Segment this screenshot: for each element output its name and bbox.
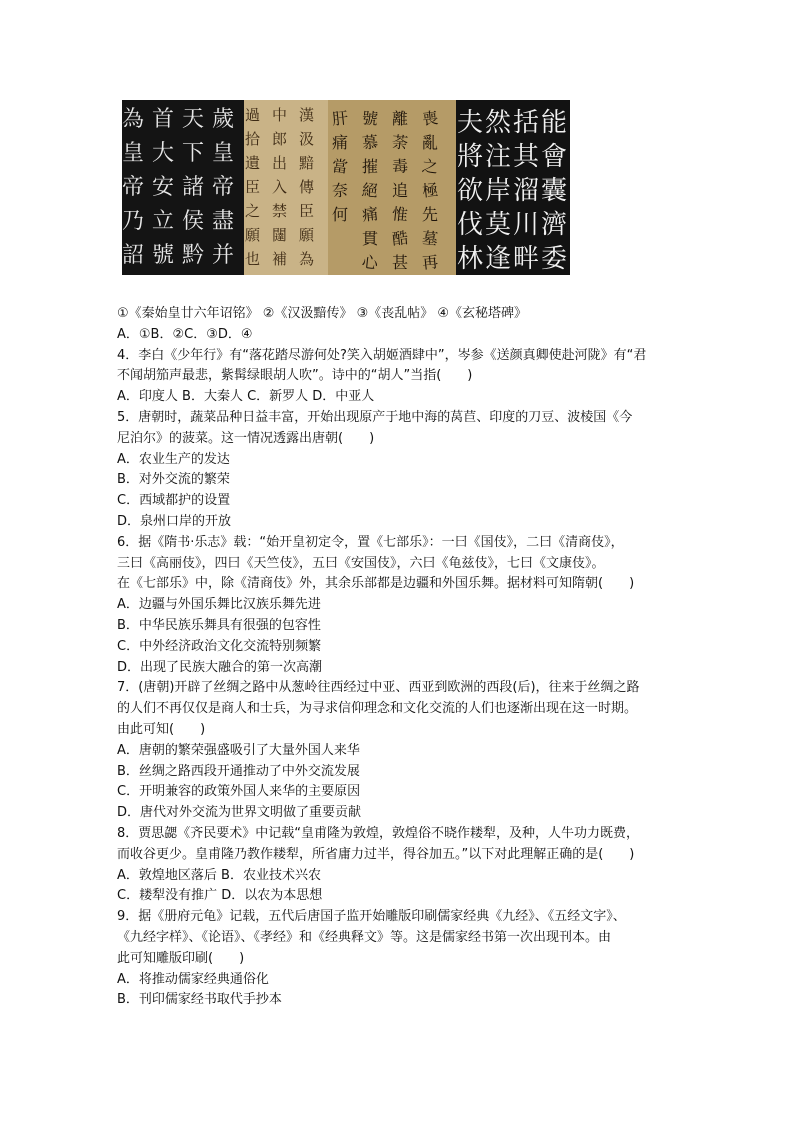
text-line: 9．据《册府元龟》记载，五代后唐国子监开始雕版印刷儒家经典《九经》、《五经文字》、 [117,909,626,925]
calligraphy-character: 摧 [362,157,379,176]
text-line: A．敦煌地区落后 B．农业技术兴农 [117,867,321,883]
text-line: A．农业生产的发达 [117,451,230,467]
calligraphy-character: 離 [392,109,409,128]
question-text [117,304,692,1011]
text-line: 6．据《隋书·乐志》载：“始开皇初定令，置《七部乐》：一曰《国伎》，二曰《清商伎》， [117,534,624,550]
calligraphy-character: 極 [421,180,440,201]
text-line: B．丝绸之路西段开通推动了中外交流发展 [117,763,360,779]
text-line: B．中华民族乐舞具有很强的包容性 [117,617,321,633]
calligraphy-character: 汲 [299,130,315,148]
calligraphy-character: 墓 [420,228,439,249]
calligraphy-character: 漢 [299,106,315,124]
calligraphy-character: 甚 [392,253,409,272]
calligraphy-character: 之 [245,202,261,220]
calligraphy-character: 帝 [212,175,235,200]
calligraphy-character: 莫 [485,210,512,240]
han-jian-image [244,100,328,275]
calligraphy-character: 為 [299,250,315,268]
text-line: B．刊印儒家经书取代手抄本 [117,992,282,1008]
calligraphy-character: 畔 [513,244,540,274]
calligraphy-character: 天 [182,107,205,132]
calligraphy-character: 注 [485,142,512,172]
text-line: 而收谷更少。皇甫隆乃教作耧犁，所省庸力过半，得谷加五。”以下对此理解正确的是( ) [117,846,635,862]
calligraphy-character: 追 [392,181,409,200]
calligraphy-character: 出 [272,154,288,172]
calligraphy-character: 詔 [122,243,145,268]
calligraphy-character: 立 [152,209,175,234]
calligraphy-character: 先 [422,205,439,224]
calligraphy-character: 臣 [245,178,261,196]
calligraphy-character: 皇 [122,141,145,166]
text-line: ①《秦始皇廿六年诏铭》 ②《汉汲黯传》 ③《丧乱帖》 ④《玄秘塔碑》 [117,306,528,321]
calligraphy-character: 也 [245,250,261,268]
calligraphy-character: 願 [245,226,261,244]
text-line: 8．贾思勰《齐民要术》中记载“皇甫隆为敦煌，敦煌俗不晓作耧犁，及种，人牛功力既费， [117,825,640,841]
calligraphy-character: 荼 [390,132,409,153]
calligraphy-character: 惟 [390,204,409,225]
text-line: 在《七部乐》中，除《清商伎》外，其余乐部都是边疆和外国乐舞。据材料可知隋朝( ) [117,576,635,592]
text-line: A．边疆与外国乐舞比汉族乐舞先进 [117,597,321,613]
calligraphy-character: 委 [541,244,568,274]
text-line: 由此可知( ) [117,721,206,737]
calligraphy-character: 伐 [457,210,484,240]
calligraphy-character: 然 [485,108,512,138]
calligraphy-character: 黯 [299,154,315,172]
calligraphy-character: 慕 [361,132,380,153]
calligraphy-character: 禁 [272,202,288,220]
calligraphy-character: 為 [122,107,145,132]
calligraphy-character: 何 [332,205,349,224]
text-line: 5．唐朝时，蔬菜品种日益丰富，开始出现原产于地中海的莴苣、印度的刀豆、波棱国《今 [117,409,633,425]
text-line: D．出现了民族大融合的第一次高潮 [117,659,323,675]
calligraphy-character: 闥 [272,226,288,244]
calligraphy-character: 中 [272,106,288,124]
calligraphy-character: 乃 [122,209,145,234]
calligraphy-character: 郎 [272,130,288,148]
calligraphy-character: 其 [513,142,540,172]
text-line: A．将推动儒家经典通俗化 [117,971,269,987]
text-line: C．耧犁没有推广 D．以农为本思想 [117,888,323,904]
text-line: C．西域都护的设置 [117,493,231,509]
calligraphy-character: 括 [513,108,540,138]
text-line: 7．(唐朝)开辟了丝绸之路中从葱岭往西经过中亚、西亚到欧洲的西段(后)，往来于丝绸之路 [117,680,640,696]
calligraphy-character: 肝 [331,108,350,129]
text-line: A．印度人 B．大秦人 C．新罗人 D．中亚人 [117,389,375,405]
calligraphy-character: 拾 [245,130,261,148]
text-line: 此可知雕版印刷( ) [117,950,245,966]
calligraphy-character: 願 [299,226,315,244]
calligraphy-character: 喪 [421,108,440,129]
text-line: B．对外交流的繁荣 [117,472,230,488]
calligraphy-character: 貫 [362,229,379,248]
text-line: 尼泊尔》的菠菜。这一情况透露出唐朝( ) [117,430,375,446]
calligraphy-figure [122,100,570,275]
calligraphy-character: 黔 [182,243,205,268]
calligraphy-character: 奈 [331,180,350,201]
calligraphy-character: 痛 [361,204,380,225]
calligraphy-character: 臣 [299,202,315,220]
calligraphy-character: 盡 [212,209,235,234]
calligraphy-character: 號 [152,243,175,268]
calligraphy-character: 入 [272,178,288,196]
calligraphy-character: 川 [513,210,540,240]
calligraphy-character: 大 [152,141,175,166]
text-line: A．唐朝的繁荣强盛吸引了大量外国人来华 [117,742,360,758]
xuanmi-pagoda-stele-image [456,100,570,275]
calligraphy-character: 侯 [182,209,205,234]
calligraphy-character: 皇 [212,141,235,166]
calligraphy-character: 傳 [299,178,315,196]
text-line: C．开明兼容的政策外国人来华的主要原因 [117,784,361,800]
calligraphy-character: 岸 [485,176,512,206]
calligraphy-character: 酷 [391,228,410,249]
calligraphy-character: 諸 [182,175,205,200]
qin-inscription-image [122,100,244,275]
calligraphy-character: 逢 [485,244,512,274]
calligraphy-character: 痛 [332,133,349,152]
calligraphy-character: 遺 [245,154,261,172]
calligraphy-character: 過 [245,106,261,124]
calligraphy-character: 溜 [513,176,540,206]
calligraphy-character: 絕 [360,180,379,201]
calligraphy-character: 夫 [457,108,484,138]
calligraphy-character: 下 [182,141,205,166]
calligraphy-character: 當 [330,156,349,177]
text-line: 三曰《高丽伎》，四曰《天竺伎》，五曰《安国伎》，六曰《龟兹伎》，七曰《文康伎》。 [117,555,605,571]
calligraphy-character: 首 [152,107,175,132]
calligraphy-character: 欲 [457,176,484,206]
text-line: C．中外经济政治文化交流特别频繁 [117,638,322,654]
sangluan-tie-image [328,100,456,275]
calligraphy-character: 號 [360,108,379,129]
calligraphy-character: 帝 [122,175,145,200]
text-line: D．泉州口岸的开放 [117,513,232,529]
calligraphy-character: 心 [360,252,379,273]
calligraphy-character: 安 [152,175,175,200]
calligraphy-character: 會 [541,142,568,172]
calligraphy-character: 林 [457,244,484,274]
text-line: 4．李白《少年行》有“落花踏尽游何处?笑入胡姬酒肆中”，岑参《送颜真卿使赴河陇》有“君 [117,347,647,363]
calligraphy-character: 囊 [541,176,568,206]
calligraphy-character: 將 [457,142,484,172]
calligraphy-character: 濟 [541,210,568,240]
text-line: 《九经字样》、《论语》、《孝经》和《经典释文》等。这是儒家经书第一次出现刊本。由 [117,929,612,945]
text-line: 的人们不再仅仅是商人和士兵，为寻求信仰理念和文化交流的人们也逐渐出现在这一时期。 [117,701,638,717]
calligraphy-character: 之 [420,156,439,177]
calligraphy-character: 再 [421,252,440,273]
calligraphy-character: 歲 [212,107,235,132]
text-line: D．唐代对外交流为世界文明做了重要贡献 [117,805,362,821]
calligraphy-character: 能 [541,108,568,138]
calligraphy-character: 補 [272,250,288,268]
text-line: A．①B．②C．③D．④ [117,326,253,342]
calligraphy-character: 亂 [422,133,439,152]
calligraphy-character: 并 [212,243,235,268]
calligraphy-character: 毒 [391,156,410,177]
text-line: 不闻胡笳声最悲，紫髯绿眼胡人吹”。诗中的“胡人”当指( ) [117,368,473,384]
